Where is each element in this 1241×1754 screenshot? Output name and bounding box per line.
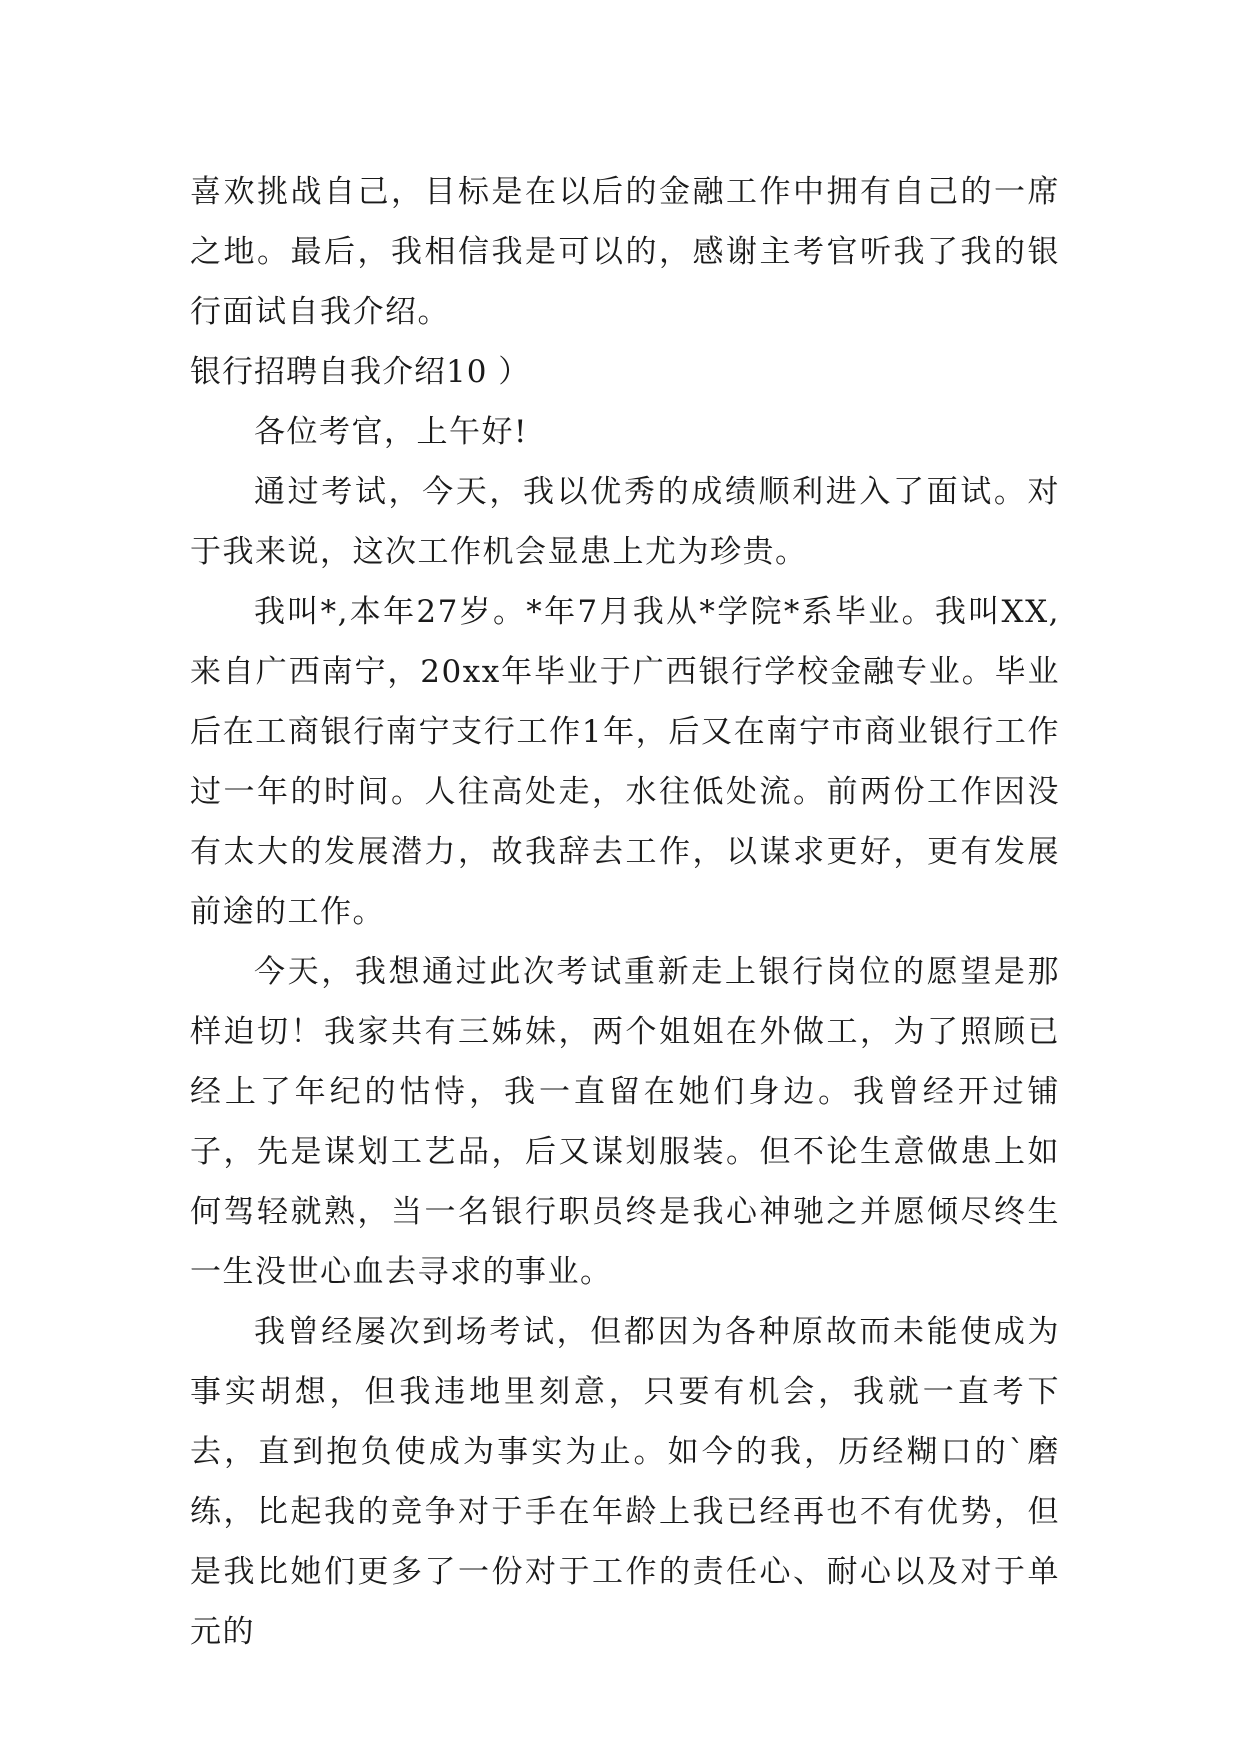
section-heading: 银行招聘自我介绍10 ） [190,354,531,390]
paragraph-perseverance: 我曾经屡次到场考试，但都因为各种原故而未能使成为事实胡想，但我违地里刻意，只要有机会，我就一直考下去，直到抱负使成为事实为止。如今的我，历经糊口的`磨练，比起我的竞争对于手在年龄上我已经再也不有优势，但是我比她们更多了一份对于工作的责任心、耐心以及对于单元的 [190,1314,1060,1650]
document-body [190,162,1060,1662]
paragraph-background: 我叫*,本年27岁。*年7月我从*学院*系毕业。我叫XX,来自广西南宁，20xx年毕业于广西银行学校金融专业。毕业后在工商银行南宁支行工作1年，后又在南宁市商业银行工作过一年的时间。人往高处走，水往低处流。前两份工作因没有太大的发展潜力，故我辞去工作，以谋求更好，更有发展前途的工作。 [190,594,1060,930]
paragraph-motivation: 今天，我想通过此次考试重新走上银行岗位的愿望是那样迫切！我家共有三姊妹，两个姐姐在外做工，为了照顾已经上了年纪的怙恃，我一直留在她们身边。我曾经开过铺子，先是谋划工艺品，后又谋划服装。但不论生意做患上如何驾轻就熟，当一名银行职员终是我心神驰之并愿倾尽终生一生没世心血去寻求的事业。 [190,954,1060,1290]
paragraph-intro: 通过考试，今天，我以优秀的成绩顺利进入了面试。对于我来说，这次工作机会显患上尤为珍贵。 [190,474,1060,570]
paragraph-continuation: 喜欢挑战自己，目标是在以后的金融工作中拥有自己的一席之地。最后，我相信我是可以的，感谢主考官听我了我的银行面试自我介绍。 [190,174,1060,330]
paragraph-greeting: 各位考官，上午好! [254,414,528,450]
